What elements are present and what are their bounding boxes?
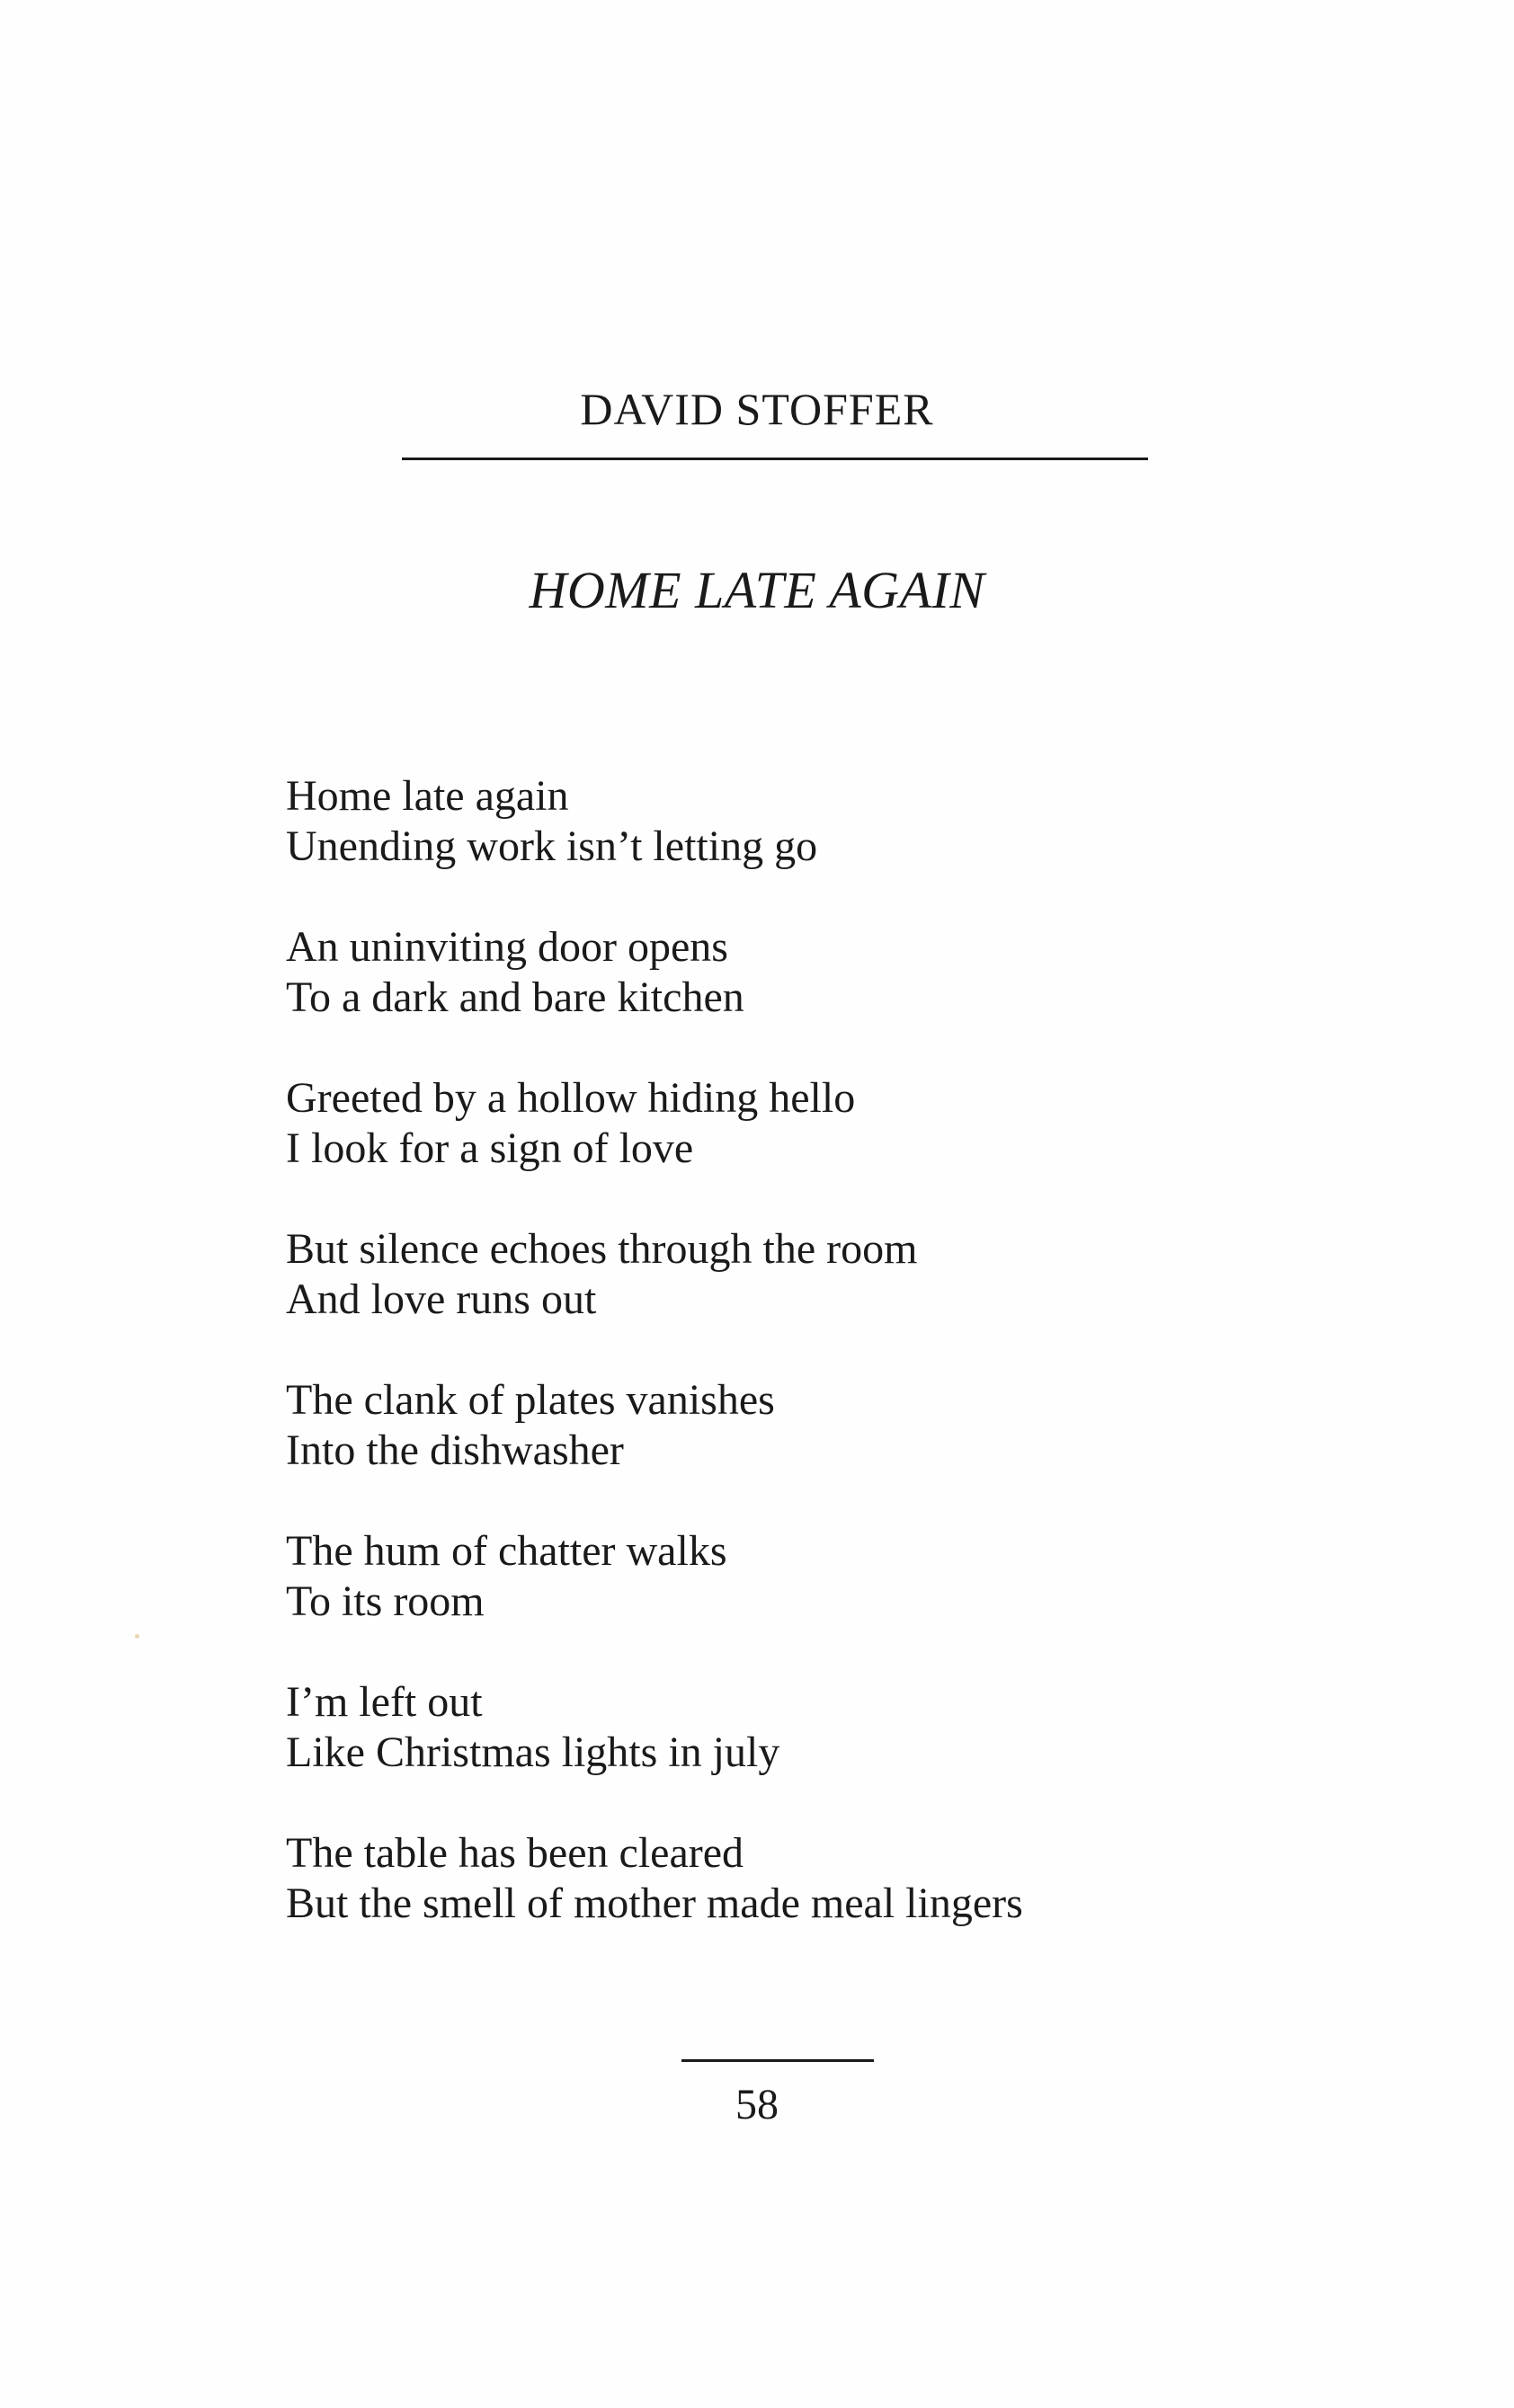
poem-line: To its room (286, 1577, 485, 1625)
stanza-8 (286, 1828, 1275, 1929)
poem-line: I look for a sign of love (286, 1124, 694, 1172)
poem-line: But the smell of mother made meal lingers (286, 1879, 1023, 1927)
poem-line: Greeted by a hollow hiding hello (286, 1074, 856, 1122)
stanza-7 (286, 1677, 1275, 1778)
poem-line: Home late again (286, 772, 569, 820)
poem-line: Unending work isn’t letting go (286, 822, 818, 870)
author-name: DAVID STOFFER (580, 384, 934, 434)
header-rule (402, 458, 1148, 460)
stanza-6 (286, 1526, 1275, 1627)
poem-line: The table has been cleared (286, 1829, 744, 1877)
poem-body (286, 771, 1275, 1979)
stanza-5 (286, 1375, 1275, 1476)
poem-title: HOME LATE AGAIN (529, 561, 985, 619)
poem-line: The hum of chatter walks (286, 1527, 727, 1575)
poem-line: To a dark and bare kitchen (286, 973, 744, 1021)
poem-line: Like Christmas lights in july (286, 1728, 780, 1776)
stanza-3 (286, 1073, 1275, 1174)
stanza-2 (286, 922, 1275, 1023)
paper-speck (135, 1634, 139, 1639)
poem-line: The clank of plates vanishes (286, 1376, 775, 1424)
stanza-1 (286, 771, 1275, 872)
poem-line: An uninviting door opens (286, 923, 728, 971)
poem-line: Into the dishwasher (286, 1426, 624, 1474)
stanza-4 (286, 1224, 1275, 1325)
poem-line: But silence echoes through the room (286, 1225, 918, 1273)
page-number: 58 (735, 2081, 779, 2128)
footer-rule (681, 2059, 874, 2062)
poem-line: I’m left out (286, 1678, 483, 1726)
poem-line: And love runs out (286, 1275, 597, 1323)
